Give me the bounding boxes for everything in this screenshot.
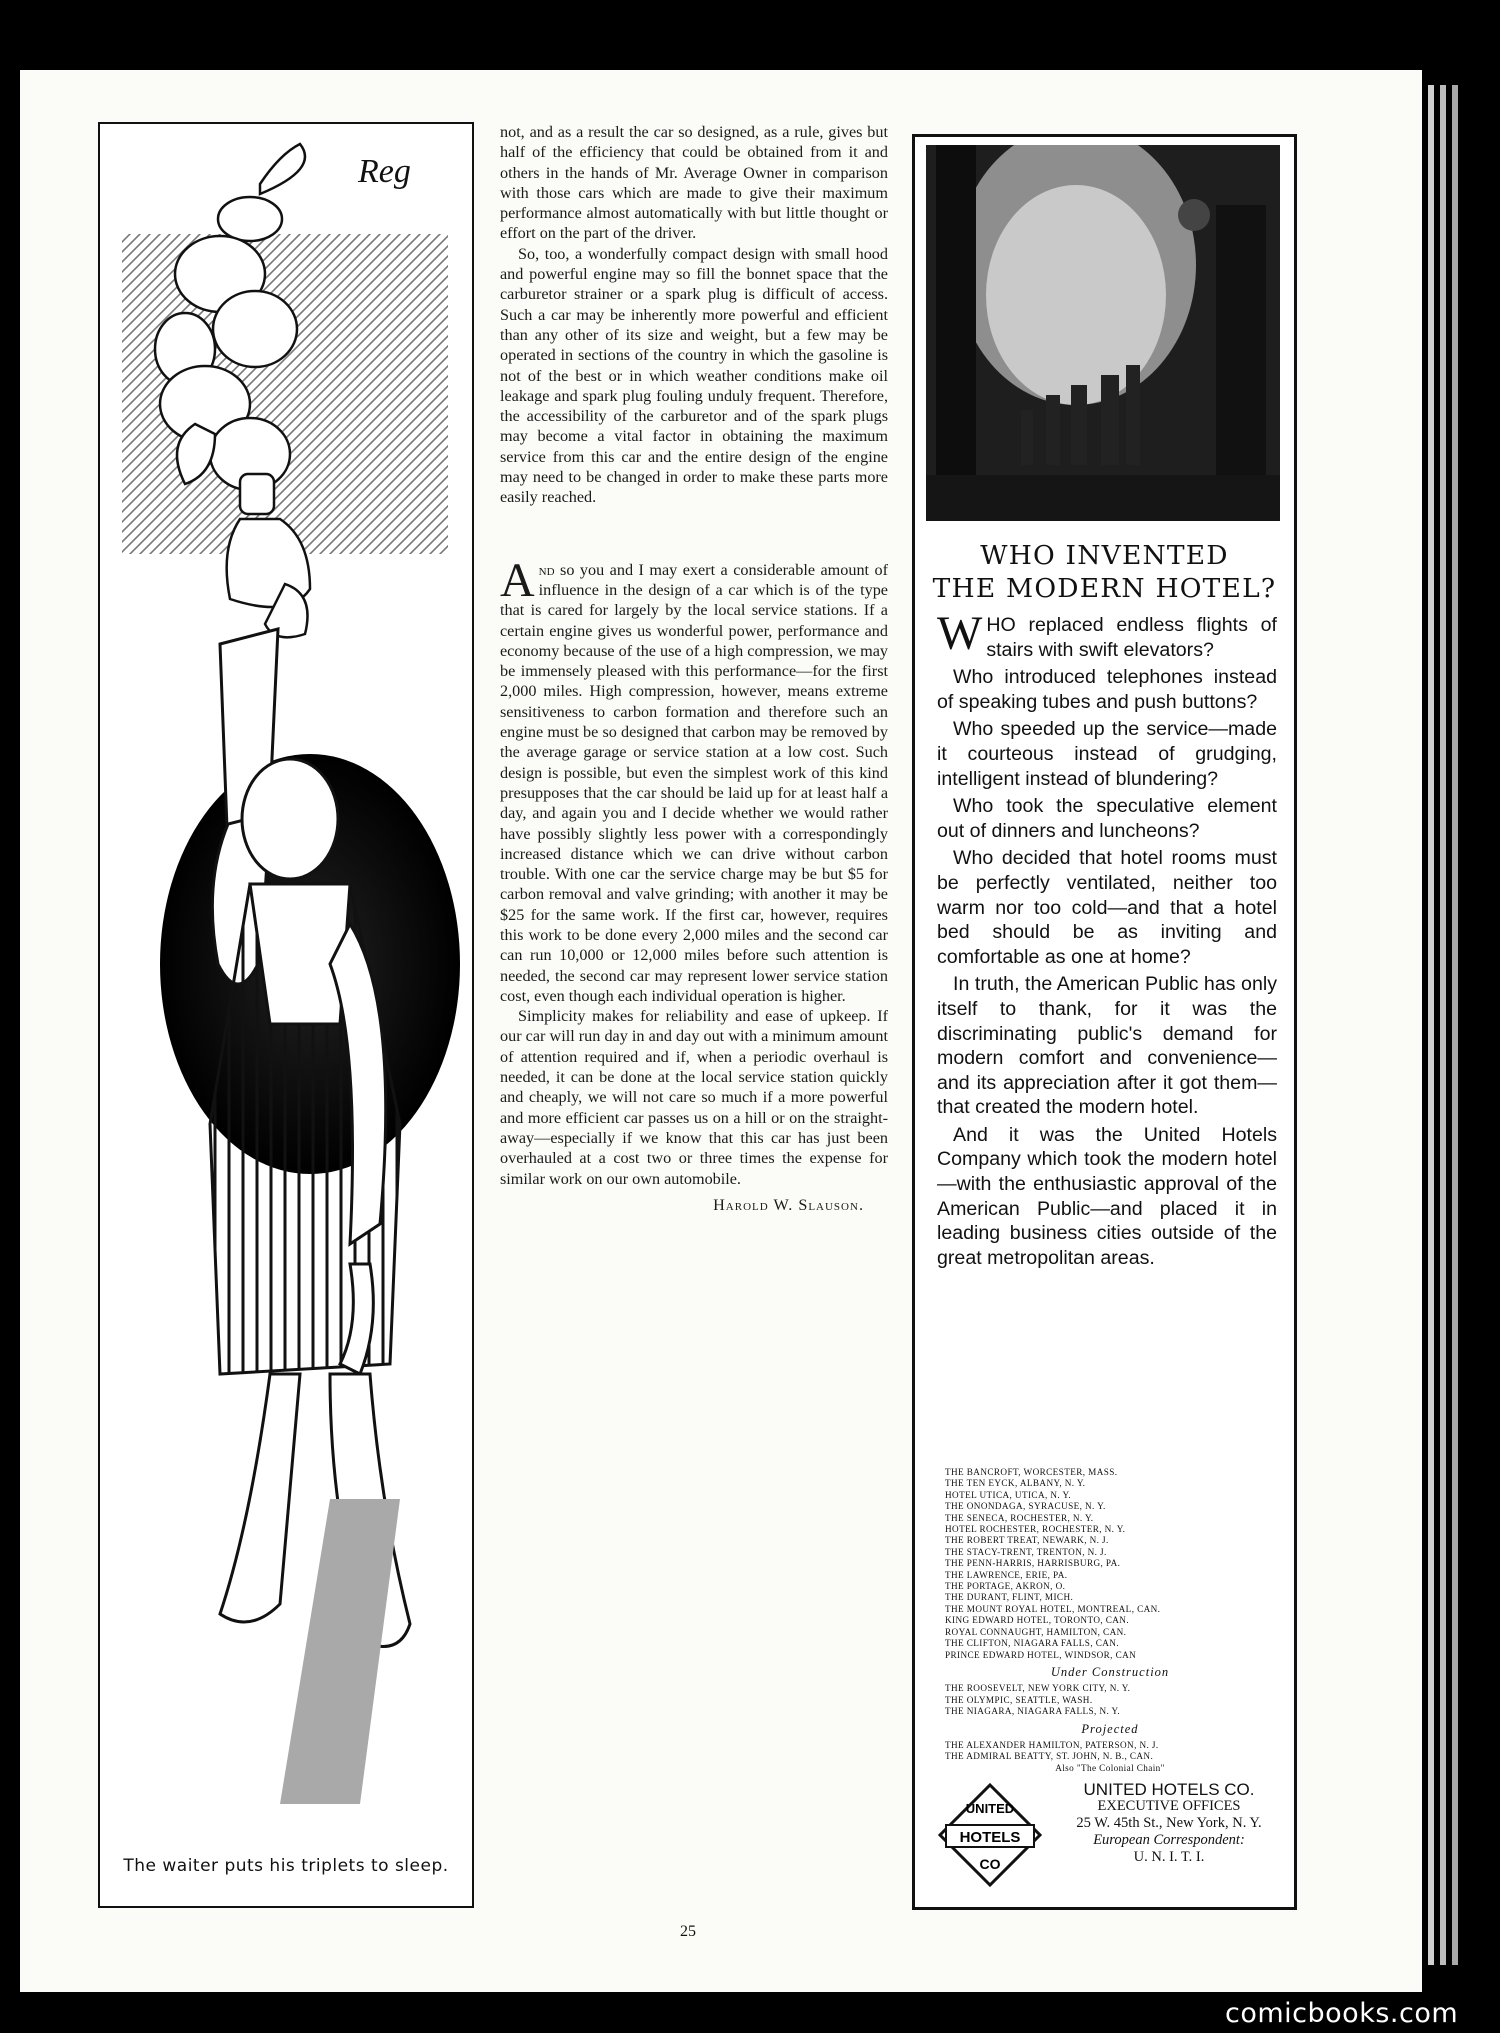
hotel-list-item: THE PORTAGE, AKRON, O. <box>945 1581 1066 1592</box>
company-name: UNITED HOTELS CO. <box>1083 1780 1255 1799</box>
hotel-list-item: KING EDWARD HOTEL, TORONTO, CAN. <box>945 1615 1130 1626</box>
logo-text: UNITED <box>965 1801 1015 1816</box>
paragraph-text: HO replaced endless flights of stairs with swift elevators? <box>986 614 1277 661</box>
article-paragraph: Simplicity makes for reliability and ease of upkeep. If our car will run day in and day out with a minimum amount of attention required and if, when a periodic overhaul is needed, it can be done at the local service station quickly and cheaply, we will not care so much if a more powerful and more efficient car passes us on a hill or on the straight-away—especially if we know that this car has just been overhauled at a cost two or three times the expense for similar work on our own automobile. <box>500 1007 888 1188</box>
hotel-list-item: THE ALEXANDER HAMILTON, PATERSON, N. J. <box>945 1739 1159 1750</box>
headline-line: THE MODERN HOTEL? <box>932 573 1277 604</box>
hotel-list-item: ROYAL CONNAUGHT, HAMILTON, CAN. <box>945 1626 1127 1637</box>
hotel-list-item: THE ROBERT TREAT, NEWARK, N. J. <box>945 1535 1109 1546</box>
hotel-lobby-illustration <box>926 145 1280 521</box>
hotel-list-item: THE PENN-HARRIS, HARRISBURG, PA. <box>945 1558 1121 1569</box>
article-column <box>500 122 888 1902</box>
united-hotels-advertisement <box>912 134 1297 1910</box>
hotel-list-item: PRINCE EDWARD HOTEL, WINDSOR, CAN <box>945 1649 1137 1660</box>
page-number: 25 <box>680 1923 696 1940</box>
drop-cap: W <box>937 607 983 660</box>
hotel-list-item: THE ONONDAGA, SYRACUSE, N. Y. <box>945 1501 1106 1512</box>
ad-paragraph: Who speeded up the service—made it courteous instead of grudging, intelligent instead of blundering? <box>937 718 1277 790</box>
ad-paragraph: Who introduced telephones instead of speaking tubes and push buttons? <box>937 666 1277 713</box>
headline-line: WHO INVENTED <box>980 540 1229 571</box>
european-correspondent: European Correspondent: <box>1093 1832 1245 1848</box>
hotel-list-item: THE OLYMPIC, SEATTLE, WASH. <box>945 1694 1093 1705</box>
cartoon-drawing <box>100 124 472 1906</box>
hotel-list-item: THE DURANT, FLINT, MICH. <box>945 1592 1074 1603</box>
hotel-list-item: THE MOUNT ROYAL HOTEL, MONTREAL, CAN. <box>945 1603 1161 1614</box>
article-paragraph: So, too, a wonderfully compact design with small hood and powerful engine may so fill the bonnet space that the carburetor strainer or a spark plug is difficult of access. Such a car may be inherently more powerful and efficient than any other of its size and weight, but a few may be operated in sections of the country in which the gasoline is not of the best or in which weather conditions make oil leakage and spark plug fouling unduly frequent. Therefore, the accessibility of the carburetor and of the spark plugs may become a vital factor in obtaining the maximum service from this car and the entire design of the engine may need to be changed in order to make these parts more easily reached. <box>500 244 888 507</box>
article-paragraph <box>500 553 888 1007</box>
hotel-list-item: THE STACY-TRENT, TRENTON, N. J. <box>945 1546 1107 1557</box>
page-edge <box>1440 85 1446 1965</box>
hotel-list-item: THE ROOSEVELT, NEW YORK CITY, N. Y. <box>945 1683 1131 1694</box>
site-watermark: comicbooks.com <box>1225 1998 1459 2029</box>
projected-note: Also "The Colonial Chain" <box>1055 1762 1165 1773</box>
hotel-list-item: THE LAWRENCE, ERIE, PA. <box>945 1569 1068 1580</box>
ad-paragraph: Who took the speculative element out of dinners and luncheons? <box>937 795 1277 842</box>
author-byline: Harold W. Slauson. <box>713 1195 864 1214</box>
page-edge <box>1452 85 1458 1965</box>
ad-body <box>937 607 1277 1273</box>
hotel-list-item: THE NIAGARA, NIAGARA FALLS, N. Y. <box>945 1706 1121 1717</box>
company-address-block <box>1043 1781 1295 1866</box>
cartoon-caption: The waiter puts his triplets to sleep. <box>123 1856 449 1876</box>
hotel-list-item: THE BANCROFT, WORCESTER, MASS. <box>945 1467 1118 1477</box>
floor-shadow <box>280 1499 400 1804</box>
under-construction-label: Under Construction <box>1050 1664 1170 1679</box>
ad-paragraph <box>937 607 1277 662</box>
ad-paragraph: In truth, the American Public has only itself to thank, for it was the discriminating public's demand for modern comfort and convenience—and its appreciation after it got them—that created the modern hotel. <box>937 973 1277 1119</box>
page-edge <box>1428 85 1434 1965</box>
cartoon-illustration <box>98 122 474 1908</box>
article-paragraph: not, and as a result the car so designed, as a rule, gives but half of the efficiency that could be obtained from it and others in the hands of Mr. Average Owner in comparison with those cars which are made to give their maximum performance almost automatically with but little thought or effort on the part of the driver. <box>500 123 888 243</box>
hotel-list-item: THE SENECA, ROCHESTER, N. Y. <box>945 1512 1094 1523</box>
paragraph-text: so you and I may exert a considerable amount of influence in the design of a car which is of the type that is cared for largely by the local service stations. If a certain engine gives us wonderful power, performance and economy because of the use of a high compression, we may be immensely pleased with this performance—for the first 2,000 miles. High compression, however, means extreme sensitiveness to carbon formation and therefore such an engine must be so designed that carbon may be removed by the average garage or service station at a low cost. Such design is possible, but even the simplest work of this kind presupposes that the car should be laid up for at least half a day, and again you and I decide whether we would rather have possibly slightly less power with a correspondingly increased distance which we can drive without carbon trouble. With one car the service charge may be but $5 for carbon removal and valve grinding; with another it may be $25 for the same work. If the first car, however, requires this work to be done every 2,000 miles and the second car can run 10,000 or 12,000 miles before such attention is needed, the second car may represent lower service station cost, even though each individual operation is higher. <box>500 560 888 1005</box>
hotel-list-item: HOTEL UTICA, UTICA, N. Y. <box>945 1489 1072 1500</box>
logo-text: HOTELS <box>959 1829 1021 1846</box>
projected-label: Projected <box>1081 1721 1139 1736</box>
hotel-list-item: THE CLIFTON, NIAGARA FALLS, CAN. <box>945 1638 1120 1649</box>
executive-offices: EXECUTIVE OFFICES <box>1097 1798 1241 1814</box>
ad-paragraph: And it was the United Hotels Company which took the modern hotel—with the enthusiastic approval of the American Public—and placed it in leading business cities outside of the great metropolitan areas. <box>937 1123 1277 1269</box>
street-address: 25 W. 45th St., New York, N. Y. <box>1076 1815 1262 1831</box>
artist-signature: Reg <box>358 153 411 190</box>
ad-headline <box>915 539 1294 605</box>
drop-cap: A <box>500 553 535 607</box>
hotel-list-item: THE ADMIRAL BEATTY, ST. JOHN, N. B., CAN. <box>945 1751 1154 1762</box>
united-hotels-logo <box>930 1777 1050 1897</box>
ad-paragraph: Who decided that hotel rooms must be perfectly ventilated, neither too warm nor too cold—and that a hotel bed should be as inviting and comfortable as one at home? <box>937 847 1277 968</box>
logo-text: CO <box>979 1856 1001 1872</box>
hotel-list <box>945 1467 1275 1774</box>
hotel-list-item: THE TEN EYCK, ALBANY, N. Y. <box>945 1478 1086 1489</box>
correspondent-name: U. N. I. T. I. <box>1133 1849 1205 1865</box>
hotel-list-item: HOTEL ROCHESTER, ROCHESTER, N. Y. <box>945 1524 1126 1535</box>
small-caps-lead: nd <box>538 560 555 579</box>
